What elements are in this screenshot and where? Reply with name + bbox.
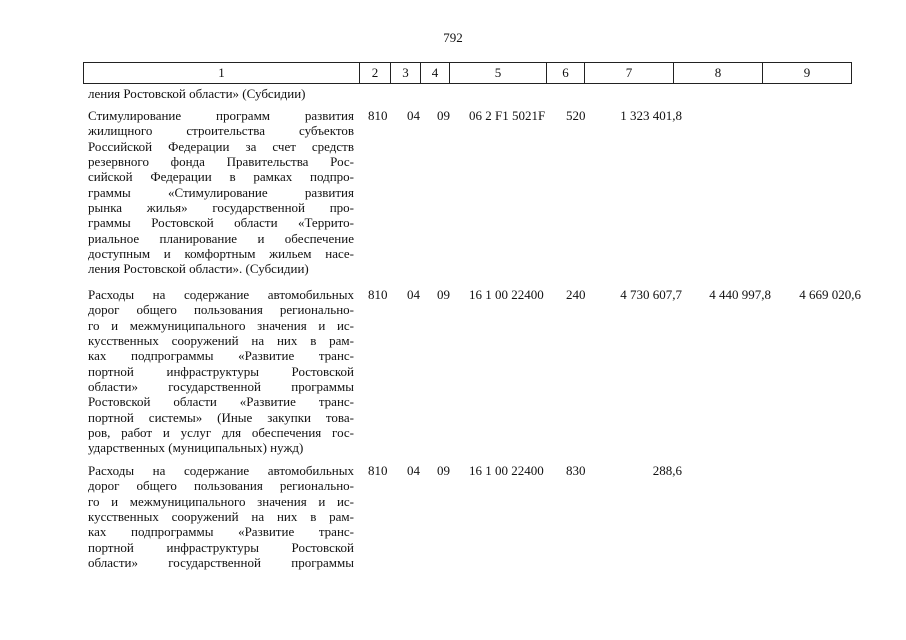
column-header-1: 1 <box>84 63 360 84</box>
description-line: ров, работ и услуг для обеспечения гос- <box>88 425 354 441</box>
cell-col-6: 520 <box>566 108 586 123</box>
cell-col-2: 810 <box>368 463 388 478</box>
description-line: области» государственной программы <box>88 555 354 571</box>
description-line: Российской Федерации за счет средств <box>88 138 354 154</box>
description-line: ках подпрограммы «Развитие транс- <box>88 348 354 364</box>
row-description <box>88 463 354 570</box>
cell-col-2: 810 <box>368 287 388 302</box>
cell-col-4: 09 <box>437 287 450 302</box>
description-line: доступным и комфортным жильем насе- <box>88 246 354 262</box>
cell-col-5: 16 1 00 22400 <box>469 287 544 302</box>
description-line: Ростовской области «Развитие транс- <box>88 394 354 410</box>
column-header-4: 4 <box>421 63 450 84</box>
description-line: риальное планирование и обеспечение <box>88 230 354 246</box>
cell-col-4: 09 <box>437 108 450 123</box>
cell-col-7: 4 730 607,7 <box>620 287 682 302</box>
page-number: 792 <box>443 30 463 45</box>
description-line: кусственных сооружений на них в рам- <box>88 509 354 525</box>
description-line: ках подпрограммы «Развитие транс- <box>88 524 354 540</box>
description-line: го и межмуниципального значения и ис- <box>88 493 354 509</box>
description-line: области» государственной программы <box>88 379 354 395</box>
description-line: портной системы» (Иные закупки това- <box>88 409 354 425</box>
description-line: дорог общего пользования регионально- <box>88 302 354 318</box>
description-line: ударственных (муниципальных) нужд) <box>88 440 304 456</box>
row-description <box>88 287 354 456</box>
cell-col-3: 04 <box>407 287 420 302</box>
cell-col-6: 830 <box>566 463 586 478</box>
cell-col-4: 09 <box>437 463 450 478</box>
description-line: Расходы на содержание автомобильных <box>88 463 354 478</box>
cell-col-5: 16 1 00 22400 <box>469 463 544 478</box>
description-line: резервного фонда Правительства Рос- <box>88 154 354 170</box>
cell-col-3: 04 <box>407 463 420 478</box>
cell-col-7: 1 323 401,8 <box>620 108 682 123</box>
carryover-text: ления Ростовской области» (Субсидии) <box>88 86 306 101</box>
description-line: Стимулирование программ развития <box>88 108 354 123</box>
description-line: дорог общего пользования регионально- <box>88 478 354 494</box>
description-line: рынка жилья» государственной про- <box>88 200 354 216</box>
description-line: граммы «Стимулирование развития <box>88 184 354 200</box>
description-line: жилищного строительства субъектов <box>88 123 354 139</box>
description-line: Расходы на содержание автомобильных <box>88 287 354 302</box>
description-line: сийской Федерации в рамках подпро- <box>88 169 354 185</box>
description-line: портной инфраструктуры Ростовской <box>88 363 354 379</box>
description-line: ления Ростовской области». (Субсидии) <box>88 261 309 277</box>
description-line: кусственных сооружений на них в рам- <box>88 333 354 349</box>
cell-col-9: 4 669 020,6 <box>799 287 861 302</box>
cell-col-6: 240 <box>566 287 586 302</box>
cell-col-7: 288,6 <box>652 463 682 478</box>
column-header-6: 6 <box>547 63 585 84</box>
cell-col-3: 04 <box>407 108 420 123</box>
description-line: граммы Ростовской области «Террито- <box>88 215 354 231</box>
description-line: портной инфраструктуры Ростовской <box>88 539 354 555</box>
column-header-3: 3 <box>391 63 421 84</box>
column-header-7: 7 <box>585 63 674 84</box>
column-header-5: 5 <box>450 63 547 84</box>
description-line: го и межмуниципального значения и ис- <box>88 317 354 333</box>
column-header-table <box>83 62 852 84</box>
column-header-row <box>84 63 852 84</box>
column-header-2: 2 <box>360 63 391 84</box>
cell-col-5: 06 2 F1 5021F <box>469 108 546 123</box>
cell-col-2: 810 <box>368 108 388 123</box>
row-description <box>88 108 354 277</box>
cell-col-8: 4 440 997,8 <box>709 287 771 302</box>
column-header-9: 9 <box>763 63 852 84</box>
column-header-8: 8 <box>674 63 763 84</box>
